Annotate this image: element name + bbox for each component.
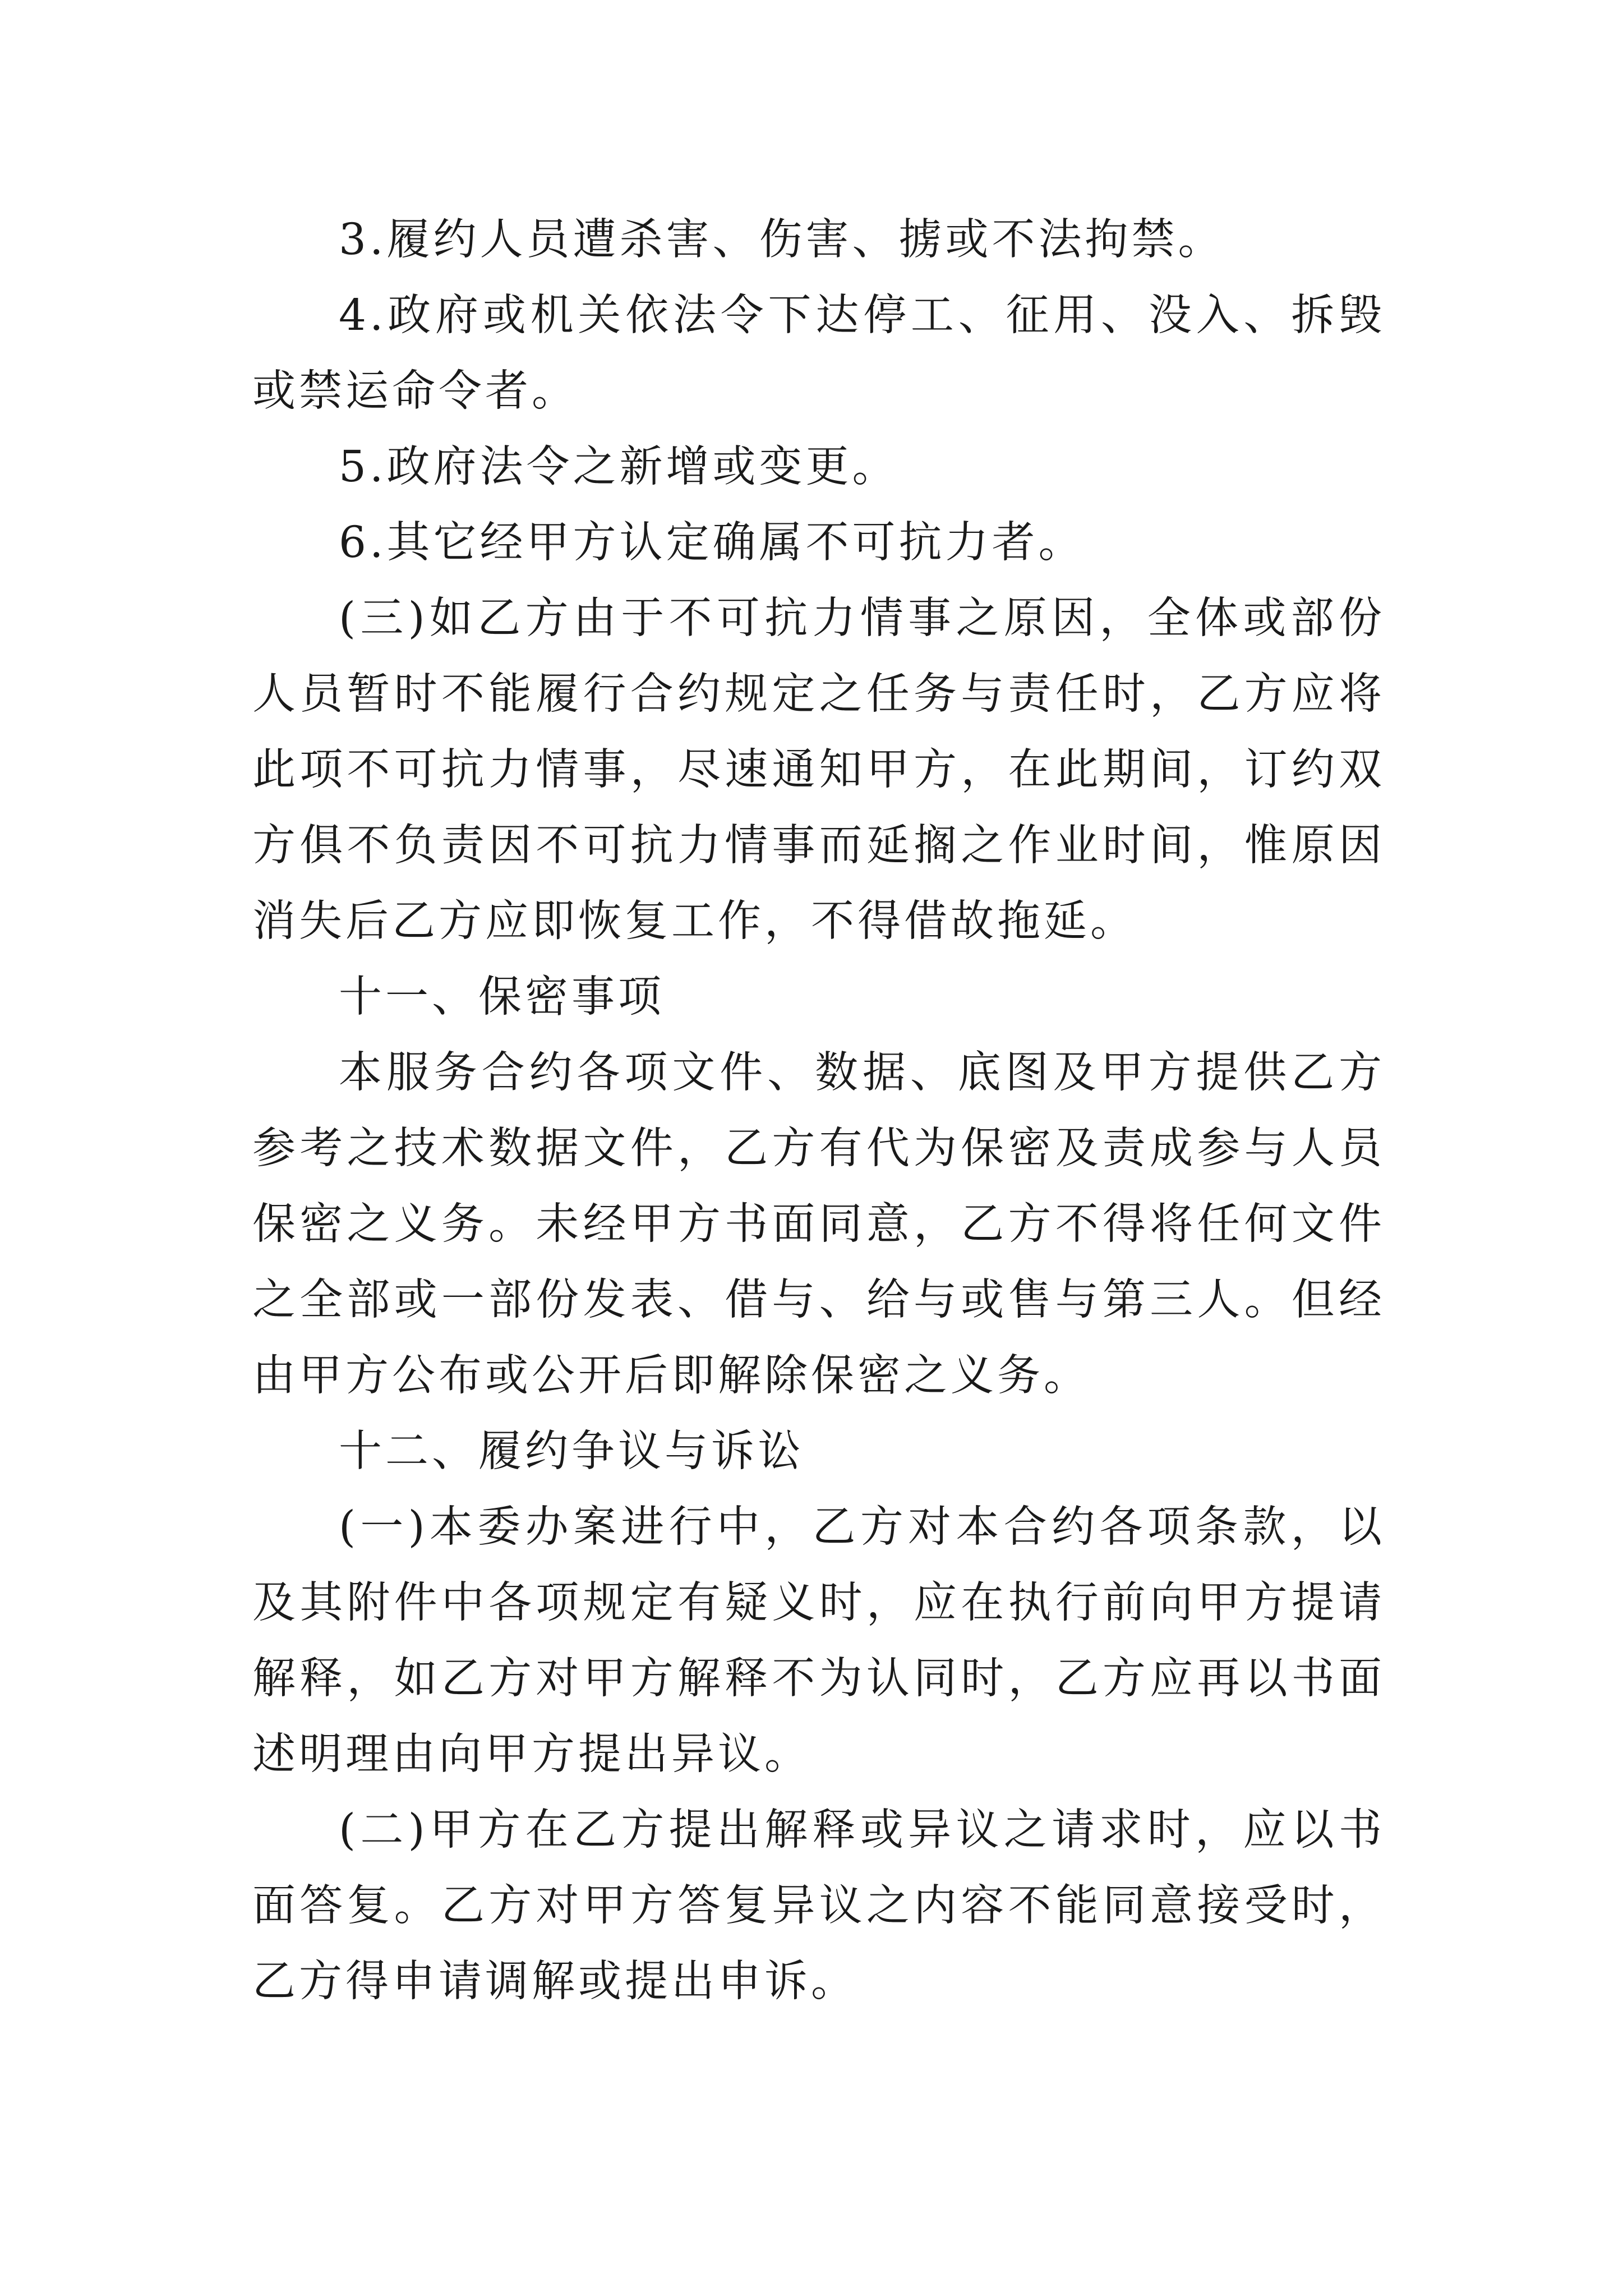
section-heading-confidentiality: 十一、保密事项 bbox=[339, 972, 665, 1022]
document-body bbox=[252, 202, 1385, 2019]
paragraph-dispute-1: (一)本委办案进行中，乙方对本合约各项条款，以及其附件中各项规定有疑义时，应在执行前向甲方提请解释，如乙方对甲方解释不为认同时，乙方应再以书面述明理由向甲方提出异议。 bbox=[252, 1502, 1385, 1779]
paragraph-item-5: 5.政府法令之新增或变更。 bbox=[339, 442, 899, 492]
paragraph-dispute-2: (二)甲方在乙方提出解释或异议之请求时，应以书面答复。乙方对甲方答复异议之内容不能同意接受时，乙方得申请调解或提出申诉。 bbox=[252, 1805, 1385, 2007]
paragraph-item-6: 6.其它经甲方认定确属不可抗力者。 bbox=[339, 518, 1085, 568]
paragraph-force-majeure-notice: (三)如乙方由于不可抗力情事之原因，全体或部份人员暂时不能履行合约规定之任务与责任时，乙方应将此项不可抗力情事，尽速通知甲方，在此期间，订约双方俱不负责因不可抗力情事而延搁之作业时间，惟原因消失后乙方应即恢复工作，不得借故拖延。 bbox=[252, 593, 1385, 946]
section-heading-disputes: 十二、履约争议与诉讼 bbox=[339, 1427, 804, 1476]
paragraph-item-3: 3.履约人员遭杀害、伤害、掳或不法拘禁。 bbox=[339, 215, 1225, 265]
paragraph-item-4: 4.政府或机关依法令下达停工、征用、没入、拆毁或禁运命令者。 bbox=[252, 291, 1385, 416]
paragraph-confidentiality: 本服务合约各项文件、数据、底图及甲方提供乙方参考之技术数据文件，乙方有代为保密及责成参与人员保密之义务。未经甲方书面同意，乙方不得将任何文件之全部或一部份发表、借与、给与或售与第三人。但经由甲方公布或公开后即解除保密之义务。 bbox=[252, 1048, 1385, 1401]
